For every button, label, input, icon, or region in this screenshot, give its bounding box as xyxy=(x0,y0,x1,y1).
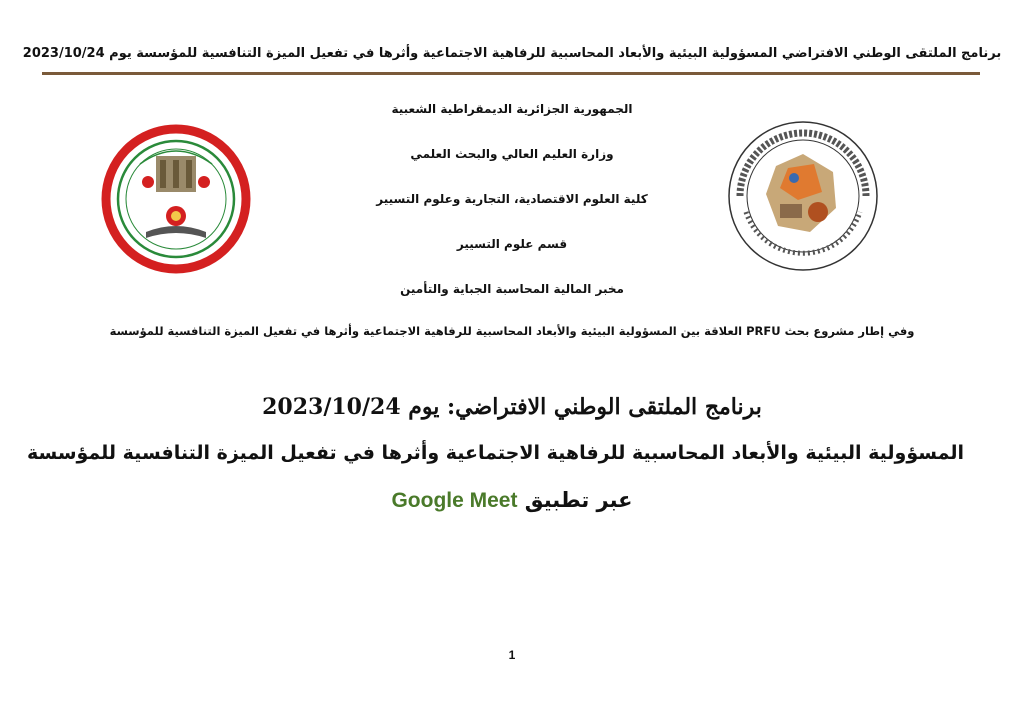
department-name: قسم علوم التسيير xyxy=(456,237,568,251)
platform-prefix: عبر تطبيق xyxy=(524,488,633,512)
header-divider xyxy=(42,72,980,75)
page-number: 1 xyxy=(508,648,516,662)
university-logo xyxy=(96,124,256,274)
page-header: برنامج الملتقى الوطني الافتراضي المسؤولية البيئية والأبعاد المحاسبية للرفاهية الاجتماعية وأثرها في تفعيل الميزة التنافسية للمؤسسة يوم 2023/10/24 xyxy=(22,46,1002,61)
faculty-name: كلية العلوم الاقتصادية، التجارية وعلوم التسيير xyxy=(376,192,648,206)
conference-theme: المسؤولية البيئية والأبعاد المحاسبية للرفاهية الاجتماعية وأثرها في تفعيل الميزة التنافسية للمؤسسة xyxy=(26,442,964,464)
research-project-line: وفي إطار مشروع بحث PRFU العلاقة بين المسؤولية البيئية والأبعاد المحاسبية للرفاهية الاجتماعية وأثرها في تفعيل الميزة التنافسية للمؤسسة xyxy=(109,324,915,338)
laboratory-name: مخبر المالية المحاسبة الجباية والتأمين xyxy=(400,282,624,296)
platform-name: Google Meet xyxy=(391,489,518,512)
ministry-name: وزارة العليم العالي والبحث العلمي xyxy=(410,147,614,161)
platform-line xyxy=(0,488,1024,513)
country-name: الجمهورية الجزائرية الديمقراطية الشعبية xyxy=(391,102,633,116)
institutions-block xyxy=(250,100,774,325)
program-title: برنامج الملتقى الوطني الافتراضي: يوم 2023/10/24 xyxy=(262,394,762,420)
